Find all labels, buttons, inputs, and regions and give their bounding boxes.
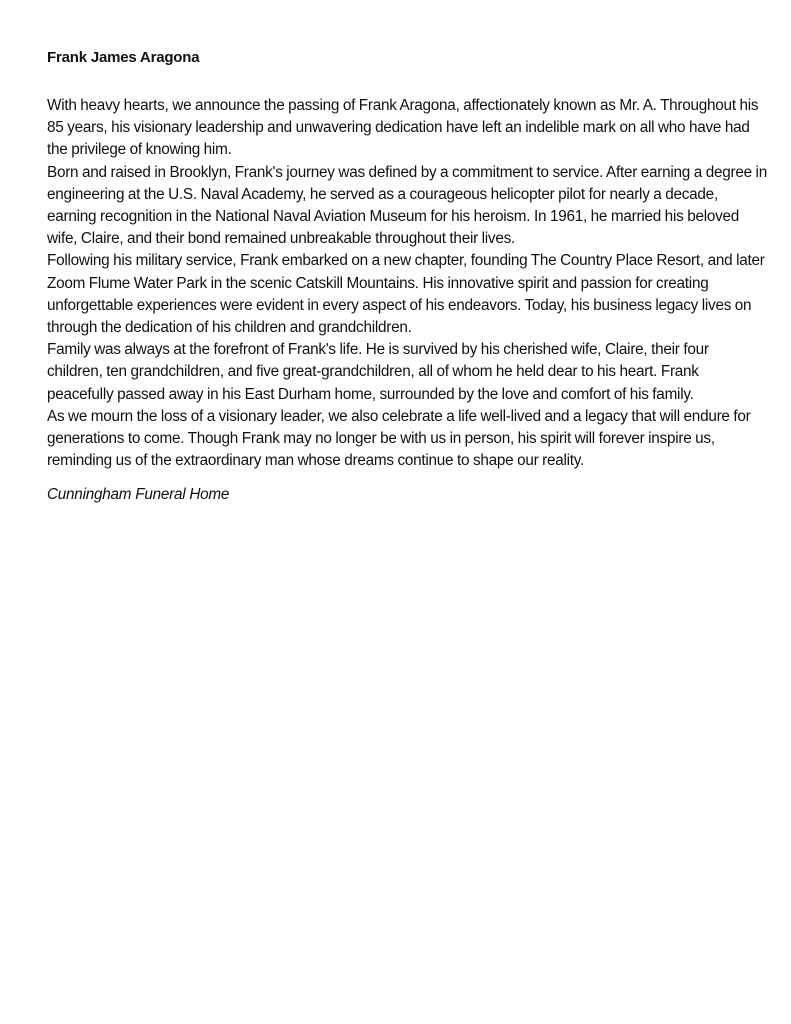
paragraph-career: Following his military service, Frank embarked on a new chapter, founding The Country Place Resort, and later Zoom Flume Water Park in the scenic Catskill Mountains. His innovative spirit and passion for creating unforgettable experiences were evident in every aspect of his endeavors. Today, his business legacy lives on through the dedication of his children and grandchildren. xyxy=(47,252,765,337)
signature: Cunningham Funeral Home xyxy=(47,486,230,504)
document-body xyxy=(47,95,767,472)
obituary-page xyxy=(47,48,767,506)
paragraph-family: Family was always at the forefront of Frank's life. He is survived by his cherished wife, Claire, their four children, ten grandchildren, and five great-grandchildren, all of whom he held dear to his heart. Frank peacefully passed away in his East Durham home, surrounded by the love and comfort of his family. xyxy=(47,341,709,403)
paragraph-legacy: As we mourn the loss of a visionary leader, we also celebrate a life well-lived and a legacy that will endure for generations to come. Though Frank may no longer be with us in person, his spirit will forever inspire us, reminding us of the extraordinary man whose dreams continue to shape our reality. xyxy=(47,407,751,470)
paragraph-announcement: With heavy hearts, we announce the passing of Frank Aragona, affectionately known as Mr. A. Throughout his 85 years, his visionary leadership and unwavering dedication have left an indelible mark on all who have had the privilege of knowing him. xyxy=(47,97,759,159)
document-title: Frank James Aragona xyxy=(47,49,200,66)
paragraph-early-life: Born and raised in Brooklyn, Frank's journey was defined by a commitment to service. After earning a degree in engineering at the U.S. Naval Academy, he served as a courageous helicopter pilot for nearly a decade, earning recognition in the National Naval Aviation Museum for his heroism. In 1961, he married his beloved wife, Claire, and their bond remained unbreakable throughout their lives. xyxy=(47,163,767,248)
